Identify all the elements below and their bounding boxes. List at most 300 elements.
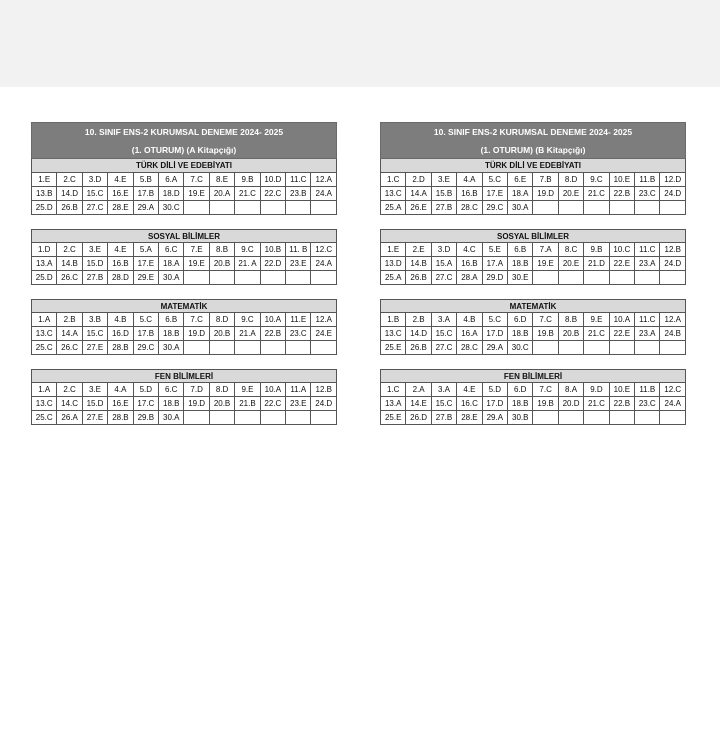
answer-cell: 15.C — [431, 327, 456, 341]
answer-cell: 5.D — [133, 383, 158, 397]
answer-cell: 4.E — [108, 243, 133, 257]
answer-cell: 25.D — [32, 271, 57, 285]
answer-cell: 13.D — [381, 257, 406, 271]
answer-cell — [184, 201, 209, 215]
answer-cell: 11.A — [286, 383, 311, 397]
answer-cell: 7.A — [533, 243, 558, 257]
answer-cell — [533, 201, 558, 215]
booklet-header — [380, 122, 686, 159]
answer-cell — [260, 411, 285, 425]
answer-cell: 28.E — [108, 201, 133, 215]
answer-cell: 16.A — [457, 327, 482, 341]
answer-cell: 13.C — [32, 397, 57, 411]
answer-cell: 12.C — [660, 383, 686, 397]
answer-cell: 17.B — [133, 187, 158, 201]
answer-cell: 13.B — [32, 187, 57, 201]
subject-title: MATEMATİK — [380, 299, 686, 312]
answer-cell: 2.D — [406, 173, 431, 187]
answer-cell: 30.C — [159, 201, 184, 215]
answer-cell: 23.A — [635, 327, 660, 341]
answer-cell: 24.D — [660, 187, 686, 201]
answer-cell: 8.D — [209, 383, 234, 397]
answer-cell: 5.C — [133, 313, 158, 327]
answer-cell: 3.A — [431, 383, 456, 397]
answer-cell: 30.B — [508, 411, 533, 425]
answer-cell: 8.B — [558, 313, 583, 327]
answer-cell: 6.C — [159, 243, 184, 257]
answer-cell: 14.B — [57, 257, 82, 271]
answer-cell — [635, 271, 660, 285]
answer-cell: 26.B — [406, 271, 431, 285]
answer-cell: 24.E — [311, 327, 337, 341]
answer-cell — [311, 271, 337, 285]
answer-cell — [184, 341, 209, 355]
answer-cell: 24.A — [311, 187, 337, 201]
answer-cell: 22.C — [260, 187, 285, 201]
answer-cell: 8.A — [558, 383, 583, 397]
answer-cell: 26.D — [406, 411, 431, 425]
exam-title: 10. SINIF ENS-2 KURUMSAL DENEME 2024- 2025 — [84, 127, 284, 137]
answer-grid — [380, 382, 686, 425]
answer-cell — [584, 271, 609, 285]
answer-cell — [558, 341, 583, 355]
answer-cell: 1.C — [381, 173, 406, 187]
answer-cell: 14.A — [406, 187, 431, 201]
answer-cell: 17.C — [133, 397, 158, 411]
answer-row — [32, 397, 337, 411]
answer-cell: 8.C — [558, 243, 583, 257]
answer-cell: 25.A — [381, 201, 406, 215]
answer-cell: 4.B — [108, 313, 133, 327]
answer-cell: 25.E — [381, 341, 406, 355]
answer-cell — [609, 271, 634, 285]
answer-cell: 8.D — [209, 313, 234, 327]
answer-cell: 1.B — [381, 313, 406, 327]
answer-cell: 28.B — [108, 341, 133, 355]
answer-cell: 14.D — [57, 187, 82, 201]
answer-cell: 18.B — [159, 327, 184, 341]
answer-cell: 29.B — [133, 411, 158, 425]
subject-block — [31, 229, 337, 285]
answer-cell: 10.A — [260, 383, 285, 397]
answer-row — [381, 257, 686, 271]
answer-cell — [209, 271, 234, 285]
answer-cell: 14.E — [406, 397, 431, 411]
answer-cell: 19.B — [533, 327, 558, 341]
answer-cell: 16.B — [457, 257, 482, 271]
subject-block — [31, 299, 337, 355]
answer-cell — [635, 341, 660, 355]
answer-cell — [635, 201, 660, 215]
answer-cell: 6.E — [508, 173, 533, 187]
answer-cell: 6.B — [508, 243, 533, 257]
answer-cell: 18.B — [508, 257, 533, 271]
answer-row — [381, 383, 686, 397]
answer-cell: 29.E — [133, 271, 158, 285]
answer-cell: 13.C — [32, 327, 57, 341]
answer-key-booklet-b — [380, 122, 686, 439]
answer-cell: 3.B — [82, 313, 107, 327]
answer-key-booklet-a — [31, 122, 337, 439]
answer-cell: 9.C — [235, 313, 260, 327]
answer-grid — [31, 242, 337, 285]
answer-row — [381, 201, 686, 215]
answer-cell: 2.C — [57, 173, 82, 187]
answer-cell: 10.D — [260, 173, 285, 187]
answer-cell — [260, 271, 285, 285]
answer-row — [381, 341, 686, 355]
answer-cell: 11.C — [635, 313, 660, 327]
answer-cell: 26.B — [406, 341, 431, 355]
answer-cell: 19.D — [533, 187, 558, 201]
answer-cell: 8.D — [558, 173, 583, 187]
answer-cell: 19.E — [184, 257, 209, 271]
answer-cell: 18.D — [159, 187, 184, 201]
answer-cell: 28.A — [457, 271, 482, 285]
answer-cell: 5.C — [482, 313, 507, 327]
subject-block — [380, 369, 686, 425]
answer-cell: 16.C — [457, 397, 482, 411]
answer-cell: 1.A — [32, 313, 57, 327]
answer-cell: 10.B — [260, 243, 285, 257]
answer-cell: 24.D — [311, 397, 337, 411]
answer-cell: 22.B — [609, 397, 634, 411]
answer-cell — [558, 411, 583, 425]
answer-cell: 20.E — [558, 257, 583, 271]
answer-cell: 2.A — [406, 383, 431, 397]
subject-title: FEN BİLİMLERİ — [380, 369, 686, 382]
answer-cell: 14.B — [406, 257, 431, 271]
answer-row — [381, 243, 686, 257]
answer-cell: 7.E — [184, 243, 209, 257]
answer-cell: 15.D — [82, 397, 107, 411]
answer-cell — [660, 341, 686, 355]
answer-cell: 22.C — [260, 397, 285, 411]
answer-row — [32, 313, 337, 327]
answer-cell: 14.C — [57, 397, 82, 411]
answer-cell: 8.B — [209, 243, 234, 257]
answer-cell: 12.C — [311, 243, 337, 257]
answer-cell: 20.B — [209, 257, 234, 271]
answer-cell: 4.E — [108, 173, 133, 187]
answer-cell: 29.D — [482, 271, 507, 285]
answer-grid — [31, 382, 337, 425]
answer-cell: 30.A — [159, 271, 184, 285]
answer-cell: 9.E — [584, 313, 609, 327]
answer-cell: 30.C — [508, 341, 533, 355]
answer-cell: 17.A — [482, 257, 507, 271]
answer-cell: 3.E — [82, 383, 107, 397]
answer-cell — [635, 411, 660, 425]
answer-cell — [584, 341, 609, 355]
answer-row — [32, 271, 337, 285]
answer-cell: 18.A — [159, 257, 184, 271]
answer-cell: 21.C — [584, 187, 609, 201]
answer-row — [32, 243, 337, 257]
answer-cell: 19.B — [533, 397, 558, 411]
answer-cell — [558, 271, 583, 285]
answer-cell: 8.E — [209, 173, 234, 187]
answer-row — [32, 257, 337, 271]
answer-cell: 25.D — [32, 201, 57, 215]
answer-cell: 5.D — [482, 383, 507, 397]
answer-cell: 1.C — [381, 383, 406, 397]
answer-grid — [380, 242, 686, 285]
answer-cell: 7.D — [184, 383, 209, 397]
answer-cell: 16.D — [108, 327, 133, 341]
answer-cell: 3.A — [431, 313, 456, 327]
answer-cell: 26.C — [57, 341, 82, 355]
answer-cell: 6.D — [508, 313, 533, 327]
answer-cell: 30.A — [159, 341, 184, 355]
answer-cell: 29.A — [133, 201, 158, 215]
answer-cell: 10.E — [609, 383, 634, 397]
answer-cell: 27.C — [431, 341, 456, 355]
answer-cell: 19.E — [533, 257, 558, 271]
answer-cell: 10.A — [609, 313, 634, 327]
answer-cell: 13.C — [381, 327, 406, 341]
exam-title: 10. SINIF ENS-2 KURUMSAL DENEME 2024- 2025 — [433, 127, 633, 137]
answer-cell: 9.B — [235, 173, 260, 187]
answer-cell: 28.C — [457, 341, 482, 355]
answer-cell: 21.A — [235, 327, 260, 341]
answer-cell: 20.B — [558, 327, 583, 341]
answer-cell: 18.A — [508, 187, 533, 201]
answer-cell: 30.E — [508, 271, 533, 285]
answer-cell: 30.A — [508, 201, 533, 215]
answer-cell: 10.E — [609, 173, 634, 187]
answer-cell: 6.C — [159, 383, 184, 397]
answer-cell: 16.B — [108, 257, 133, 271]
answer-cell: 17.B — [133, 327, 158, 341]
answer-cell: 12.A — [311, 173, 337, 187]
answer-row — [32, 411, 337, 425]
answer-cell: 21.C — [235, 187, 260, 201]
answer-cell: 23.E — [286, 397, 311, 411]
answer-cell: 25.C — [32, 341, 57, 355]
answer-cell: 26.E — [406, 201, 431, 215]
answer-cell: 25.C — [32, 411, 57, 425]
answer-cell: 23.E — [286, 257, 311, 271]
answer-cell: 12.B — [311, 383, 337, 397]
answer-cell: 17.D — [482, 327, 507, 341]
answer-cell: 25.E — [381, 411, 406, 425]
answer-cell: 5.B — [133, 173, 158, 187]
answer-cell: 29.C — [133, 341, 158, 355]
subject-title: SOSYAL BİLİMLER — [31, 229, 337, 242]
answer-cell: 4.A — [108, 383, 133, 397]
answer-cell: 27.C — [431, 271, 456, 285]
answer-cell — [235, 271, 260, 285]
answer-cell — [660, 201, 686, 215]
answer-cell: 11.C — [635, 243, 660, 257]
answer-cell: 7.C — [184, 313, 209, 327]
answer-cell: 9.D — [584, 383, 609, 397]
answer-cell — [311, 411, 337, 425]
answer-cell: 9.C — [235, 243, 260, 257]
answer-cell: 1.E — [32, 173, 57, 187]
answer-cell: 16.E — [108, 397, 133, 411]
answer-cell: 30.A — [159, 411, 184, 425]
subject-title: SOSYAL BİLİMLER — [380, 229, 686, 242]
answer-cell: 15.C — [82, 327, 107, 341]
answer-cell: 11.B — [635, 383, 660, 397]
answer-row — [381, 187, 686, 201]
answer-cell: 15.A — [431, 257, 456, 271]
answer-cell — [609, 411, 634, 425]
answer-cell: 29.A — [482, 341, 507, 355]
answer-cell: 23.C — [635, 187, 660, 201]
answer-cell: 27.B — [82, 271, 107, 285]
answer-cell: 21.C — [584, 327, 609, 341]
answer-row — [381, 397, 686, 411]
answer-cell — [533, 411, 558, 425]
answer-cell: 18.B — [508, 327, 533, 341]
answer-cell: 13.C — [381, 187, 406, 201]
subject-block — [31, 369, 337, 425]
answer-cell: 21.C — [584, 397, 609, 411]
answer-cell — [260, 341, 285, 355]
answer-cell — [660, 271, 686, 285]
answer-cell: 11.B — [635, 173, 660, 187]
answer-cell: 9.E — [235, 383, 260, 397]
answer-cell: 28.C — [457, 201, 482, 215]
answer-cell: 11. B — [286, 243, 311, 257]
answer-cell: 23.A — [635, 257, 660, 271]
answer-cell: 27.E — [82, 411, 107, 425]
answer-cell: 14.A — [57, 327, 82, 341]
answer-cell — [184, 271, 209, 285]
answer-cell — [286, 201, 311, 215]
answer-cell: 26.C — [57, 271, 82, 285]
answer-cell — [533, 341, 558, 355]
answer-cell: 20.D — [558, 397, 583, 411]
answer-cell — [660, 411, 686, 425]
answer-row — [32, 187, 337, 201]
answer-row — [381, 313, 686, 327]
answer-cell: 7.C — [533, 313, 558, 327]
answer-grid — [380, 312, 686, 355]
answer-row — [381, 411, 686, 425]
answer-cell — [260, 201, 285, 215]
answer-cell: 7.B — [533, 173, 558, 187]
answer-row — [381, 173, 686, 187]
answer-cell: 3.D — [82, 173, 107, 187]
answer-cell: 21.B — [235, 397, 260, 411]
answer-cell: 2.C — [57, 383, 82, 397]
answer-cell: 2.B — [57, 313, 82, 327]
answer-cell — [609, 341, 634, 355]
answer-cell: 17.D — [482, 397, 507, 411]
answer-cell: 20.B — [209, 327, 234, 341]
answer-cell: 4.C — [457, 243, 482, 257]
answer-cell: 6.B — [159, 313, 184, 327]
answer-cell — [235, 341, 260, 355]
answer-cell: 22.E — [609, 327, 634, 341]
answer-cell: 11.E — [286, 313, 311, 327]
session-booklet-label: (1. OTURUM) (B Kitapçığı) — [480, 145, 586, 155]
answer-cell: 23.C — [635, 397, 660, 411]
answer-cell: 23.C — [286, 327, 311, 341]
answer-cell: 21. A — [235, 257, 260, 271]
answer-cell: 2.E — [406, 243, 431, 257]
answer-cell: 12.A — [311, 313, 337, 327]
answer-cell: 4.B — [457, 313, 482, 327]
answer-cell: 21.D — [584, 257, 609, 271]
answer-cell: 19.E — [184, 187, 209, 201]
answer-cell: 17.E — [133, 257, 158, 271]
answer-cell: 27.E — [82, 341, 107, 355]
answer-cell: 20.A — [209, 187, 234, 201]
subject-block — [380, 299, 686, 355]
answer-cell: 1.A — [32, 383, 57, 397]
answer-cell: 16.E — [108, 187, 133, 201]
answer-row — [32, 201, 337, 215]
answer-cell: 24.A — [311, 257, 337, 271]
answer-row — [32, 341, 337, 355]
answer-cell: 9.C — [584, 173, 609, 187]
answer-cell: 15.D — [82, 257, 107, 271]
subject-block — [380, 229, 686, 285]
answer-row — [32, 383, 337, 397]
answer-cell — [533, 271, 558, 285]
answer-cell — [609, 201, 634, 215]
answer-cell: 15.C — [82, 187, 107, 201]
answer-cell: 29.A — [482, 411, 507, 425]
answer-cell: 6.D — [508, 383, 533, 397]
answer-grid — [31, 172, 337, 215]
answer-cell: 22.D — [260, 257, 285, 271]
booklet-header — [31, 122, 337, 159]
answer-cell: 6.A — [159, 173, 184, 187]
answer-cell: 20.B — [209, 397, 234, 411]
answer-cell: 17.E — [482, 187, 507, 201]
answer-cell — [209, 201, 234, 215]
answer-row — [32, 327, 337, 341]
subject-title: MATEMATİK — [31, 299, 337, 312]
answer-cell: 5.E — [482, 243, 507, 257]
answer-cell: 28.B — [108, 411, 133, 425]
session-booklet-label: (1. OTURUM) (A Kitapçığı) — [131, 145, 237, 155]
answer-cell — [235, 201, 260, 215]
answer-cell: 12.D — [660, 173, 686, 187]
answer-cell: 19.D — [184, 397, 209, 411]
answer-cell — [584, 411, 609, 425]
answer-row — [32, 173, 337, 187]
answer-cell: 20.E — [558, 187, 583, 201]
answer-cell: 27.B — [431, 201, 456, 215]
answer-cell: 3.E — [82, 243, 107, 257]
answer-cell: 7.C — [533, 383, 558, 397]
answer-cell: 1.D — [32, 243, 57, 257]
answer-cell — [311, 201, 337, 215]
answer-cell: 26.B — [57, 201, 82, 215]
answer-cell: 3.E — [431, 173, 456, 187]
answer-cell: 4.E — [457, 383, 482, 397]
answer-cell: 19.D — [184, 327, 209, 341]
answer-cell — [286, 411, 311, 425]
answer-cell: 24.D — [660, 257, 686, 271]
top-gray-band — [0, 0, 720, 87]
answer-cell: 22.B — [609, 187, 634, 201]
subject-block — [380, 159, 686, 215]
answer-cell: 25.A — [381, 271, 406, 285]
answer-cell: 16.B — [457, 187, 482, 201]
answer-row — [381, 327, 686, 341]
answer-cell: 14.D — [406, 327, 431, 341]
answer-cell: 28.D — [108, 271, 133, 285]
answer-cell: 3.D — [431, 243, 456, 257]
